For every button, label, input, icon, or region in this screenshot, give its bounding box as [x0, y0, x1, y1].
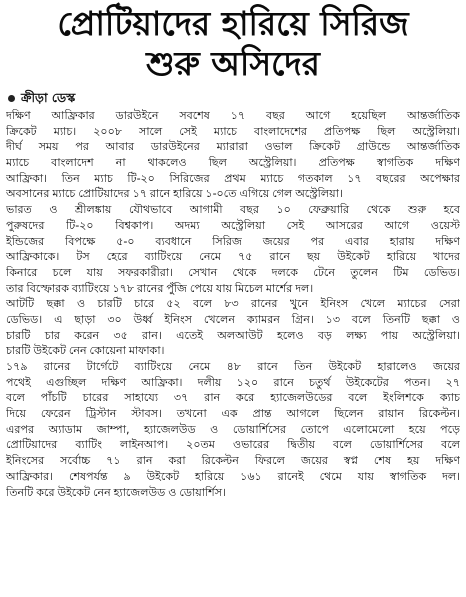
paragraph-3 [6, 296, 460, 359]
text-line: প্রোটিয়াদের ব্যাটিং লাইনআপ। ২০তম ওভারের দ্বিতীয় বলে ডোয়ার্শিসের বলে [6, 438, 460, 452]
text-line: পুরুষদের টি-২০ বিশ্বকাপ। অদম্য অস্ট্রেলিয়া সেই আসরের আগে ওয়েস্ট [6, 218, 460, 232]
paragraph-4 [6, 359, 460, 500]
text-line: ভারত ও শ্রীলঙ্কায় যৌথভাবে আগামী বছর ১০ ফেব্রুয়ারি থেকে শুরু হবে [6, 203, 460, 217]
paragraph-1 [6, 108, 460, 202]
text-line: দিয়ে ফেরেন ট্রিস্টান স্টাবস। তখনো এক প্রান্ত আগলে ছিলেন রায়ান রিকেল্টন। [6, 407, 460, 421]
text-line: দীর্ঘ সময় পর আবার ডারউইনের ম্যারারা ওভাল ক্রিকেট গ্রাউন্ডে আন্তর্জাতিক [6, 140, 460, 154]
headline-line-1: প্রোটিয়াদের হারিয়ে সিরিজ [57, 4, 409, 43]
text-line: আফ্রিকা। তিন ম্যাচ টি-২০ সিরিজের প্রথম ম্যাচে গতকাল ১৭ বছরের অপেক্ষার [6, 171, 460, 185]
headline [6, 4, 460, 84]
headline-line-2: শুরু অসিদের [146, 44, 320, 83]
text-line: চারটি উইকেট নেন কোয়েনা মাফাকা। [6, 344, 165, 358]
text-line: অবসানের ম্যাচে প্রোটিয়াদের ১৭ রানে হারিয়ে ১-০তে এগিয়ে গেল অস্ট্রেলিয়া। [6, 187, 343, 201]
text-line: তিনটি করে উইকেট নেন হ্যাজেলউড ও ডোয়ার্শিস। [6, 485, 226, 499]
text-line: আটটি ছক্কা ও চারটি চারে ৫২ বলে ৮৩ রানের খুনে ইনিংস খেলে ম্যাচের সেরা [6, 297, 460, 311]
text-line: আফ্রিকাকে। টস হেরে ব্যাটিংয়ে নেমে ৭৫ রানে ছয় উইকেট হারিয়ে খাদের [6, 250, 460, 264]
text-line: কিনারে চলে যায় সফরকারীরা। সেখান থেকে দলকে টেনে তুলেন টিম ডেভিড। [6, 265, 460, 279]
text-line: তার বিস্ফোরক ব্যাটিংয়ে ১৭৮ রানের পুঁজি পেয়ে যায় মিচেল মার্শের দল। [6, 281, 314, 295]
text-line: এরপর অ্যাডাম জাম্পা, হ্যাজেলউড ও ডোয়ার্শিসের তোপে এলোমেলো হয়ে পড়ে [6, 422, 460, 436]
text-line: ১৭৯ রানের টার্গেটে ব্যাটিংয়ে নেমে ৪৮ রানে তিন উইকেট হারালেও জয়ের [6, 360, 460, 373]
article-body [6, 108, 460, 500]
byline-text: ক্রীড়া ডেস্ক [21, 90, 76, 105]
text-line: আফ্রিকার। শেষপর্যন্ত ৯ উইকেট হারিয়ে ১৬১ রানেই থেমে যায় স্বাগতিক দল। [6, 469, 460, 483]
text-line: চারটি চার করেন ৩৫ রান। এতেই অলআউট হলেও বড় লক্ষ্য পায় অস্ট্রেলিয়া। [6, 328, 460, 342]
bullet-icon [8, 95, 15, 102]
text-line: ম্যাচে বাংলাদেশ না থাকলেও ছিল অস্ট্রেলিয়া। প্রতিপক্ষ স্বাগতিক দক্ষিণ [6, 156, 460, 170]
text-line: ইন্ডিজের বিপক্ষে ৫-০ ব্যবধানে সিরিজ জয়ের পর এবার হারায় দক্ষিণ [6, 234, 460, 248]
text-line: দক্ষিণ আফ্রিকার ডারউইনে সবশেষ ১৭ বছর আগে হয়েছিল আন্তর্জাতিক [6, 109, 460, 122]
text-line: বলে পাঁচটি চারের সাহায্যে ৩৭ রান করে হ্যাজেলউডের বলে ইংলিশকে ক্যাচ [6, 391, 460, 405]
text-line: ক্রিকেট ম্যাচ। ২০০৮ সালে সেই ম্যাচে বাংলাদেশের প্রতিপক্ষ ছিল অস্ট্রেলিয়া। [6, 124, 460, 138]
text-line: ডেভিড। এ ছাড়া ৩০ উর্ধ্ব ইনিংস খেলেন ক্যামরন গ্রিন। ১৩ বলে তিনটি ছক্কা ও [6, 312, 460, 326]
paragraph-2 [6, 202, 460, 296]
text-line: পথেই এগুচ্ছিল দক্ষিণ আফ্রিকা। দলীয় ১২০ রানে চতুর্থ উইকেটের পতন। ২৭ [6, 375, 460, 389]
text-line: ইনিংসের সর্বোচ্চ ৭১ রান করা রিকেল্টন ফিরলে জয়ের স্বপ্ন শেষ হয় দক্ষিণ [6, 454, 460, 468]
byline [6, 88, 460, 108]
